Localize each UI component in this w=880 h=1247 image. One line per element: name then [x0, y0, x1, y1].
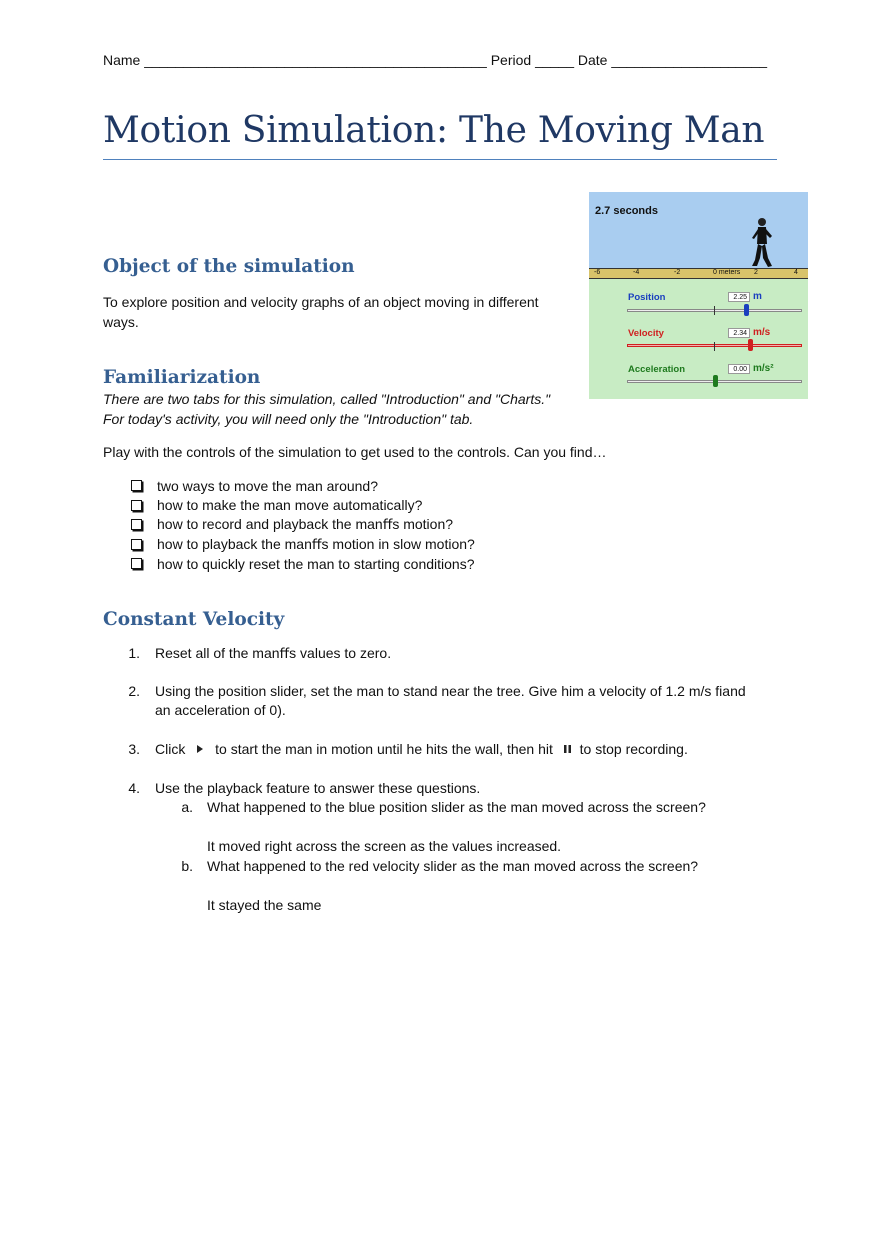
checklist-item [103, 535, 475, 555]
pause-icon [561, 743, 575, 755]
position-label: Position [628, 292, 666, 303]
checkbox-icon [131, 558, 142, 569]
axis-tick: -4 [633, 269, 640, 276]
velocity-unit: m/s [753, 327, 771, 338]
axis-tick: 0 meters [713, 269, 741, 276]
step-number: 4. [128, 780, 140, 796]
question-text: What happened to the red velocity slider as the man moved across the screen? [207, 858, 699, 874]
question-letter: a. [181, 799, 193, 815]
checklist-item [103, 515, 475, 535]
position-value: 2.25 [728, 292, 750, 302]
checklist-item [103, 476, 475, 496]
axis-tick: -6 [594, 269, 601, 276]
step-3-end: to stop recording. [579, 741, 688, 757]
checklist-item-text: how to quickly reset the man to starting conditions? [157, 555, 475, 572]
constant-velocity-heading: Constant Velocity [103, 609, 285, 630]
question-a [103, 798, 706, 817]
step-2-line-1: Using the position slider, set the man to stand near the tree. Give him a velocity of 1.2 m/s ﬁand [155, 683, 746, 699]
axis-tick: 4 [794, 269, 798, 276]
title-underline [103, 159, 777, 160]
step-3-click: Click [155, 741, 186, 757]
question-text: What happened to the blue position slider as the man moved across the screen? [207, 799, 706, 815]
step-text: Use the playback feature to answer these questions. [155, 780, 481, 796]
page-title: Motion Simulation: The Moving Man [103, 110, 765, 151]
checkbox-icon [131, 500, 142, 511]
position-unit: m [753, 291, 762, 302]
velocity-slider-knob [748, 339, 753, 351]
acceleration-value: 0.00 [728, 364, 750, 374]
acceleration-unit: m/s² [753, 363, 774, 374]
checklist-item-text: how to playback the manﬀs motion in slow motion? [157, 535, 475, 552]
acceleration-label: Acceleration [628, 364, 686, 375]
step-text [155, 682, 746, 720]
simulation-image [589, 192, 808, 399]
velocity-label: Velocity [628, 328, 664, 339]
tabs-note-line-2: For today's activity, you will need only the "Introduction" tab. [103, 411, 474, 427]
axis-tick: 2 [754, 269, 758, 276]
step-text [155, 740, 688, 759]
step-text: Reset all of the manﬀs values to zero. [155, 645, 392, 661]
velocity-zero-mark [714, 342, 715, 351]
step-2-line-2: an acceleration of 0). [155, 702, 286, 718]
moving-man-figure [749, 216, 777, 268]
position-zero-mark [714, 306, 715, 315]
object-text-line-1: To explore position and velocity graphs of an object moving in different [103, 294, 539, 310]
checklist-item [103, 554, 475, 574]
step-number: 2. [128, 683, 140, 699]
checklist-item [103, 496, 475, 516]
axis-tick: -2 [674, 269, 681, 276]
checklist-item-text: two ways to move the man around? [157, 477, 379, 494]
step-number: 1. [128, 645, 140, 661]
step-1 [103, 644, 391, 663]
checklist-item-text: how to record and playback the manﬀs motion? [157, 516, 454, 533]
object-text-line-2: ways. [103, 314, 139, 330]
step-2 [103, 682, 746, 720]
answer-b: It stayed the same [207, 897, 322, 913]
object-heading: Object of the simulation [103, 256, 355, 277]
familiarization-intro: Play with the controls of the simulation to get used to the controls. Can you find… [103, 444, 607, 460]
checklist-item-text: how to make the man move automatically? [157, 497, 423, 514]
step-3 [103, 740, 688, 759]
checkbox-icon [131, 539, 142, 550]
checkbox-icon [131, 519, 142, 530]
sim-time-label: 2.7 seconds [595, 205, 658, 217]
question-letter: b. [181, 858, 193, 874]
tabs-note-line-1: There are two tabs for this simulation, called "Introduction" and "Charts." [103, 391, 551, 407]
checklist [103, 476, 475, 574]
answer-a: It moved right across the screen as the values increased. [207, 838, 562, 854]
checkbox-icon [131, 480, 142, 491]
play-icon [193, 743, 207, 755]
familiarization-heading: Familiarization [103, 367, 261, 388]
step-4 [103, 779, 480, 798]
sim-ground-ruler [589, 268, 808, 279]
velocity-value: 2.34 [728, 328, 750, 338]
acceleration-slider-knob [713, 375, 718, 387]
position-slider-knob [744, 304, 749, 316]
name-period-date-line: Name ____________________________________________ Period _____ Date ____________________ [103, 52, 768, 68]
question-b [103, 857, 698, 876]
step-3-middle: to start the man in motion until he hits the wall, then hit [215, 741, 553, 757]
step-number: 3. [128, 741, 140, 757]
